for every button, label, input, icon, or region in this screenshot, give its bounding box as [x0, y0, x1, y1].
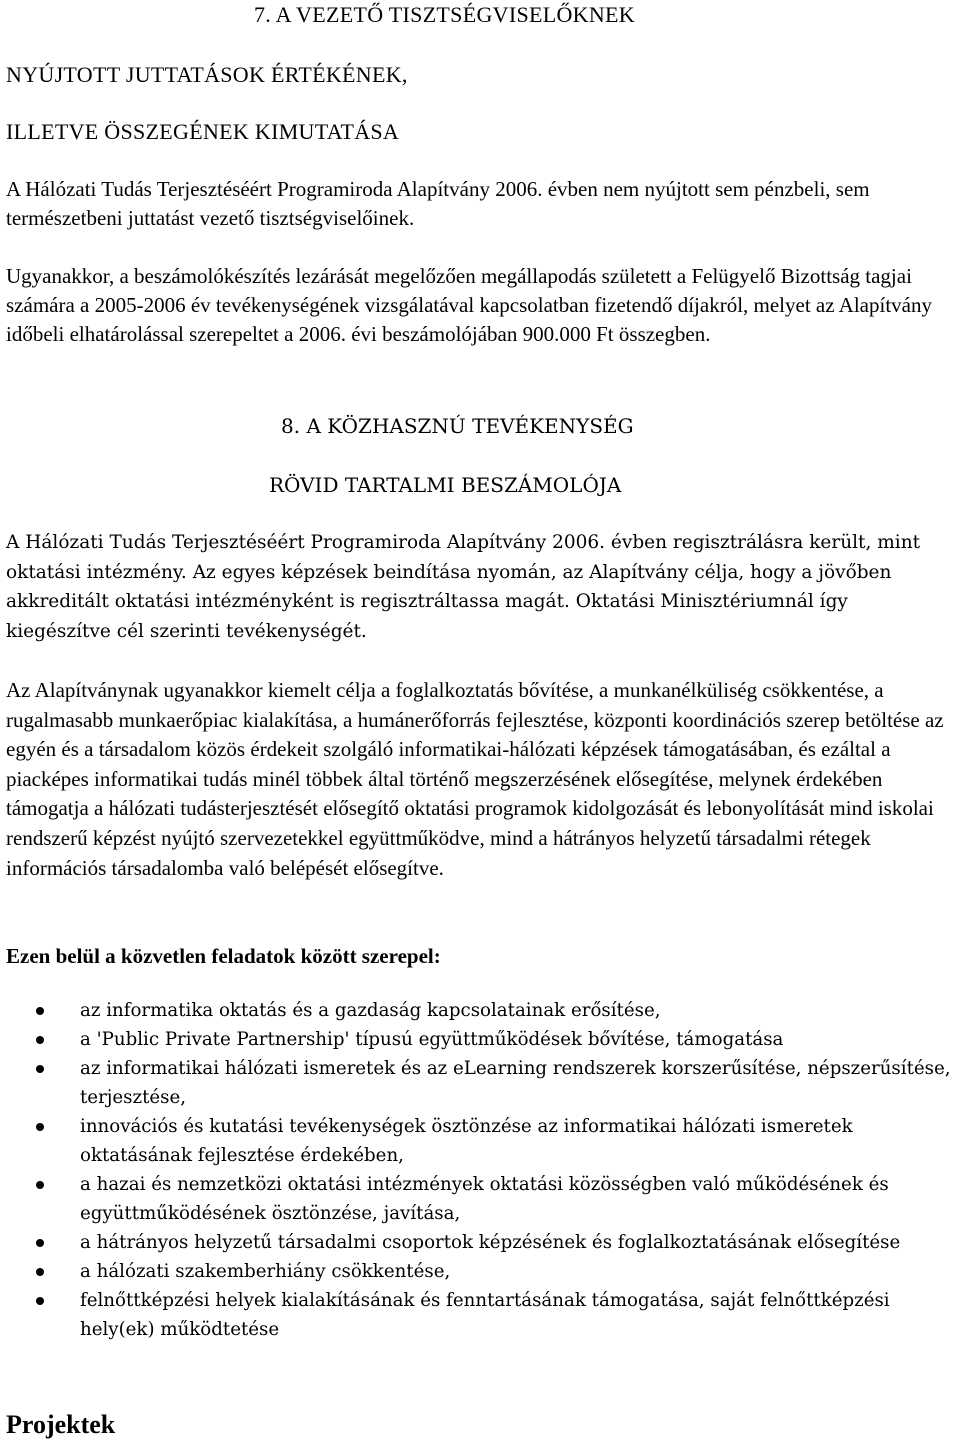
section7-paragraph2: Ugyanakkor, a beszámolókészítés lezárását megelőzően megállapodás született a Felügyelő Bizottság tagjai számára a 2005-2006 év tevékenységének vizsgálatával kapcsolatban fizetendő díjakról, melyet az Alapítvány időbeli elhatárolással szerepeltet a 2006. évi beszámolójában 900.000 Ft összegben.: [6, 264, 932, 346]
list-item-text: az informatika oktatás és a gazdaság kapcsolatainak erősítése,: [80, 1000, 661, 1021]
list-item: [6, 1054, 956, 1112]
list-item-text: innovációs és kutatási tevékenységek ösztönzése az informatikai hálózati ismeretek oktatásának fejlesztése érdekében,: [80, 1116, 853, 1166]
bullet-icon: [36, 1036, 44, 1044]
list-item: [6, 1257, 956, 1286]
bullet-icon: [36, 1239, 44, 1247]
section7-paragraph1: A Hálózati Tudás Terjesztéséért Programiroda Alapítvány 2006. évben nem nyújtott sem pénzbeli, sem természetbeni juttatást vezető tisztségviselőinek.: [6, 177, 870, 230]
list-item-text: felnőttképzési helyek kialakításának és fenntartásának támogatása, saját felnőttképzési hely(ek) működtetése: [80, 1290, 890, 1340]
list-item-text: az informatikai hálózati ismeretek és az eLearning rendszerek korszerűsítése, népszerűsítése, terjesztése,: [80, 1058, 951, 1108]
bullet-icon: [36, 1123, 44, 1131]
section8-paragraph1: A Hálózati Tudás Terjesztéséért Programiroda Alapítvány 2006. évben regisztrálásra került, mint oktatási intézmény. Az egyes képzések beindítása nyomán, az Alapítvány célja, hogy a jövőben akkreditált oktatási intézményként is regisztráltassa magát. Oktatási Minisztériumnál így kiegészítve cél szerinti tevékenységét.: [6, 532, 921, 642]
list-item: [6, 1170, 956, 1228]
list-item-text: a hálózati szakemberhiány csökkentése,: [80, 1261, 451, 1282]
list-item-text: a 'Public Private Partnership' típusú együttműködések bővítése, támogatása: [80, 1029, 784, 1050]
section8-title-line2: RÖVID TARTALMI BESZÁMOLÓJA: [269, 473, 622, 497]
list-item: [6, 1228, 956, 1257]
bullet-icon: [36, 1268, 44, 1276]
list-item-text: a hazai és nemzetközi oktatási intézmények oktatási közösségben való működésének és együttműködésének ösztönzése, javítása,: [80, 1174, 889, 1224]
tasks-list: [6, 996, 956, 1344]
bullet-icon: [36, 1181, 44, 1189]
bullet-icon: [36, 1297, 44, 1305]
bullet-icon: [36, 1065, 44, 1073]
bullet-icon: [36, 1007, 44, 1015]
section8-paragraph2: Az Alapítványnak ugyanakkor kiemelt célja a foglalkoztatás bővítése, a munkanélküliség csökkentése, a rugalmasabb munkaerőpiac kialakítása, a humánerőforrás fejlesztése, központi koordinációs szerep betöltése az egyén és a társadalom közös érdekeit szolgáló informatikai-hálózati képzések támogatásában, és ezáltal a piacképes informatikai tudás minél többek által történő megszerzésének elősegítése, melynek érdekében támogatja a hálózati tudásterjesztését elősegítő oktatási programok kidolgozását és lebonyolítását mind iskolai rendszerű képzést nyújtó szervezetekkel együttműködve, mind a hátrányos helyzetű társadalmi rétegek információs társadalomba való belépését elősegítve.: [6, 678, 944, 880]
list-item: [6, 1112, 956, 1170]
section7-title-line3: ILLETVE ÖSSZEGÉNEK KIMUTATÁSA: [6, 119, 400, 144]
projects-heading: Projektek: [6, 1410, 116, 1439]
section7-title-line2: NYÚJTOTT JUTTATÁSOK ÉRTÉKÉNEK,: [6, 62, 408, 87]
list-item: [6, 1286, 956, 1344]
list-item: [6, 1025, 956, 1054]
section8-title-line1: 8. A KÖZHASZNÚ TEVÉKENYSÉG: [281, 414, 634, 438]
list-item: [6, 996, 956, 1025]
section7-title-line1: 7. A VEZETŐ TISZTSÉGVISELŐKNEK: [254, 2, 635, 27]
tasks-heading: Ezen belül a közvetlen feladatok között szerepel:: [6, 944, 441, 968]
list-item-text: a hátrányos helyzetű társadalmi csoportok képzésének és foglalkoztatásának elősegítése: [80, 1232, 901, 1253]
